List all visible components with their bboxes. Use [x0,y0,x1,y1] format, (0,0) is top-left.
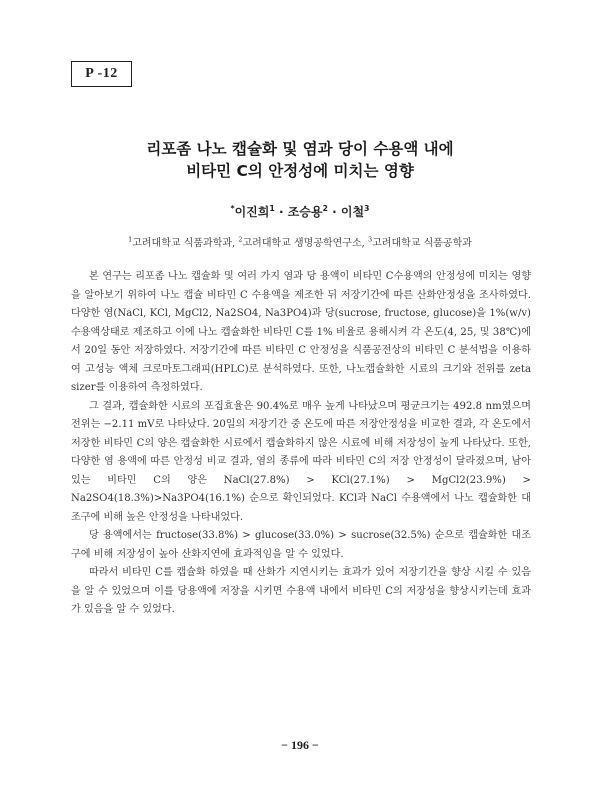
abstract-paragraph-1: 본 연구는 리포좀 나노 캡슐화 및 여러 가지 염과 당 용액이 비타민 C수용액의 안정성에 미치는 영향을 알아보기 위하여 나노 캡슐 비타민 C 수용액을 제조한 뒤 저장기간에 따른 산화안정성을 조사하였다. 다양한 염(NaCl, KCl, MgCl2, Na2SO4, Na3PO4)과 당(sucrose, fructose, glucose)을 1%(w/v) 수용액상태로 제조하고 이에 나노 캡슐화한 비타민 C를 1% 비율로 용해시켜 각 온도(4, 25, 및 38℃)에서 20일 동안 저장하였다. 저장기간에 따른 비타민 C 안정성을 식품공전상의 비타민 C 분석법을 이용하여 고성능 액체 크로마토그래피(HPLC)로 분석하였다. 또한, 나노캡슐화한 시료의 크기와 전위를 zeta sizer를 이용하여 측정하였다. [71,271,531,393]
authors: *이진희$^1$ · 조승용$^2$ · 이철$^3$ [230,204,370,219]
title-line-2: 비타민 C의 안정성에 미치는 영향 [186,162,414,180]
author-separator: · [274,205,288,219]
author-3: 이철 [340,205,365,219]
abstract-paragraph-4: 따라서 비타민 C를 캡슐화 하였을 때 산화가 지연시키는 효과가 있어 저장기간을 향상 시킬 수 있음을 알 수 있었으며 이를 당용액에 저장을 시키면 수용액 내에서 비타민 C의 저장성을 향상시키는데 효과가 있음을 알 수 있었다. [71,567,531,615]
affiliation-3: 고려대학교 식품공학과 [372,238,472,249]
affiliation-2: 고려대학교 생명공학연구소 [242,238,362,249]
author-separator: · [327,205,341,219]
affiliations: $^1$고려대학교 식품과학과, $^2$고려대학교 생명공학연구소, $^3$고려대학교 식품공학과 [128,235,472,249]
abstract-paragraph-2: 그 결과, 캡슐화한 시료의 포집효율은 90.4%로 매우 높게 나타났으며 평균크기는 492.8 nm였으며 전위는 −2.11 mV로 나타났다. 20일의 저장기간 중 온도에 따른 저장안정성을 비교한 결과, 각 온도에서 저장한 비타민 C의 양은 캡슐화한 시료에서 캡슐화하지 않은 시료에 비해 저장성이 높게 나타났다. 또한, 다양한 염 용액에 따른 안정성 비교 결과, 염의 종류에 따라 비타민 C의 저장 안정성이 달라졌으며, 남아 있는 비타민 C의 양은 NaCl(27.8%) > KCl(27.1%) > MgCl2(23.9%) > Na2SO4(18.3%)>Na3PO4(16.1%) 순으로 확인되었다. KCl과 NaCl 수용액에서 나노 캡슐화한 대조구에 비해 높은 안정성을 나타내었다. [71,400,531,523]
abstract-code: P -12 [85,66,118,81]
title-line-1: 리포좀 나노 캡슐화 및 염과 당이 수용액 내에 [146,140,454,158]
affiliation-1: 고려대학교 식품과학과 [132,238,233,249]
author-2: 조승용 [287,205,323,219]
abstract-code-box [71,61,132,87]
page-number: − 196 − [281,738,319,752]
abstract-body [71,268,531,620]
abstract-paragraph-3: 당 용액에서는 fructose(33.8%) > glucose(33.0%) > sucrose(32.5%) 순으로 캡슐화한 대조구에 비해 저장성이 높아 산화지연에 효과적임을 알 수 있었다. [71,530,531,560]
author-1: 이진희 [234,205,270,219]
